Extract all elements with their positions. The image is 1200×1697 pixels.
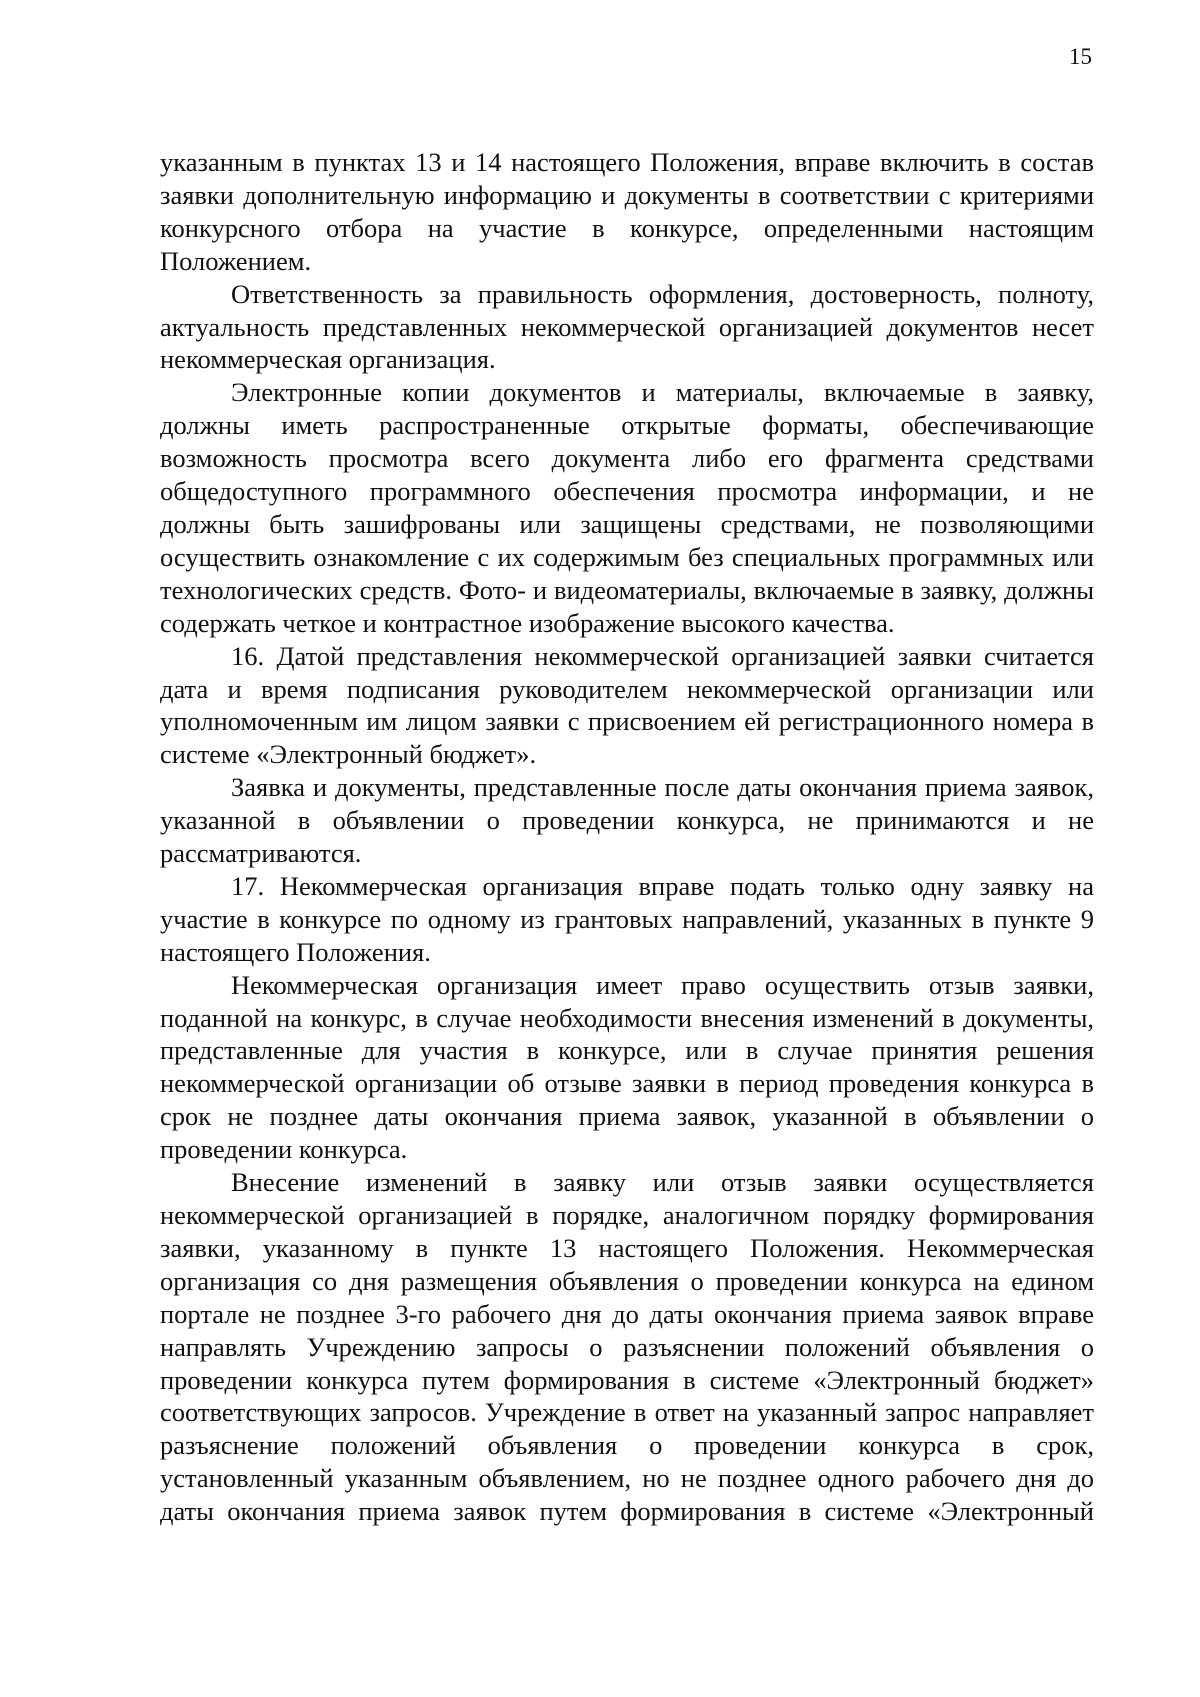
paragraph-withdrawal: Некоммерческая организация имеет право осуществить отзыв заявки, поданной на конкурс, в случае необходимости внесения изменений в документы, представленные для участия в конкурсе, или в случае принятия решения некоммерческой организации об отзыве заявки в период проведения конкурса в срок не позднее даты окончания приема заявок, указанной в объявлении о проведении конкурса. <box>160 969 1094 1165</box>
paragraph-amendments: Внесение изменений в заявку или отзыв заявки осуществляется некоммерческой организацией в порядке, аналогичном порядку формирования заявки, указанному в пункте 13 настоящего Положения. Некоммерческая организация со дня размещения объявления о проведении конкурса на едином портале не позднее 3-го рабочего дня до даты окончания приема заявок вправе направлять Учреждению запросы о разъяснении положений объявления о проведении конкурса путем формирования в системе «Электронный бюджет» соответствующих запросов. Учреждение в ответ на указанный запрос направляет разъяснение положений объявления о проведении конкурса в срок, установленный указанным объявлением, но не позднее одного рабочего дня до даты окончания приема заявок путем формирования в системе «Электронный <box>160 1167 1094 1527</box>
document-body <box>160 146 1094 1528</box>
paragraph-electronic-copies: Электронные копии документов и материалы, включаемые в заявку, должны иметь распространенные открытые форматы, обеспечивающие возможность просмотра всего документа либо его фрагмента средствами общедоступного программного обеспечения просмотра информации, и не должны быть зашифрованы или защищены средствами, не позволяющими осуществить ознакомление с их содержимым без специальных программных или технологических средств. Фото- и видеоматериалы, включаемые в заявку, должны содержать четкое и контрастное изображение высокого качества. <box>160 377 1094 638</box>
paragraph-responsibility: Ответственность за правильность оформления, достоверность, полноту, актуальность представленных некоммерческой организацией документов несет некоммерческая организация. <box>160 278 1094 375</box>
paragraph-late-applications: Заявка и документы, представленные после даты окончания приема заявок, указанной в объявлении о проведении конкурса, не принимаются и не рассматриваются. <box>160 772 1094 869</box>
paragraph-clause-17: 17. Некоммерческая организация вправе подать только одну заявку на участие в конкурсе по одному из грантовых направлений, указанных в пункте 9 настоящего Положения. <box>160 870 1094 967</box>
page-number: 15 <box>1069 44 1092 69</box>
paragraph-continuation: указанным в пунктах 13 и 14 настоящего Положения, вправе включить в состав заявки дополнительную информацию и документы в соответствии с критериями конкурсного отбора на участие в конкурсе, определенными настоящим Положением. <box>160 147 1094 276</box>
paragraph-clause-16: 16. Датой представления некоммерческой организацией заявки считается дата и время подписания руководителем некоммерческой организации или уполномоченным им лицом заявки с присвоением ей регистрационного номера в системе «Электронный бюджет». <box>160 640 1094 770</box>
